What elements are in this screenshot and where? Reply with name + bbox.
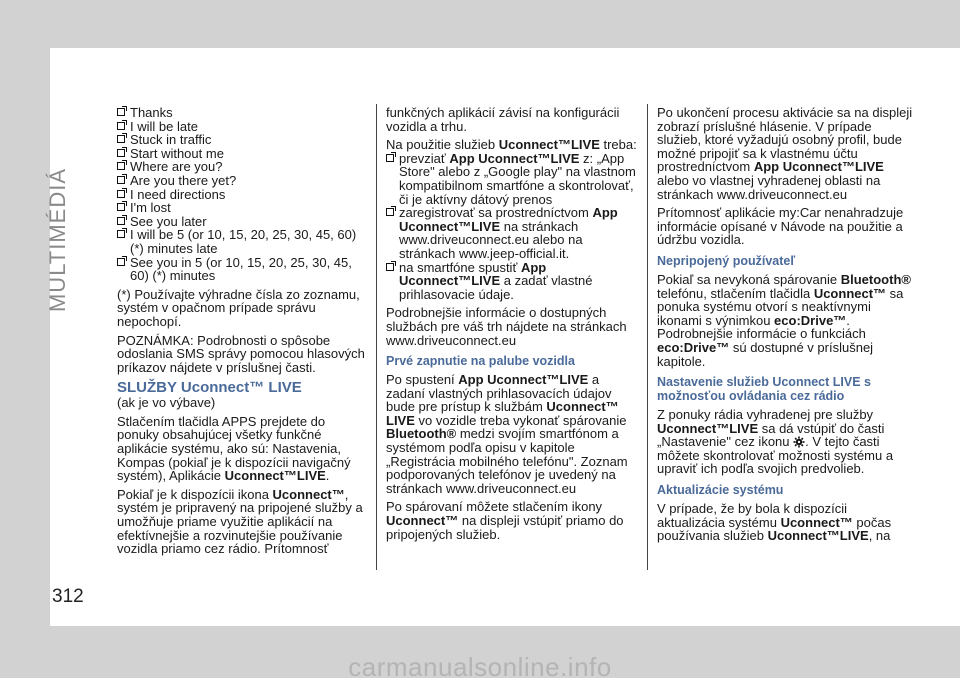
paragraph: Po spustení App Uconnect™LIVE a zadaní vlastných prihlasovacích údajov bude pre prístup k službám Uconnect™ LIVE vo vozidle treba vykonať spárovanie Bluetooth® medzi svojím smartfónom a systémom podľa opisu v kapitole „Registrácia mobilného telefónu". Zoznam podporovaných telefónov je uvedený na stránkach www.driveuconnect.eu [386,372,628,496]
watermark: carmanualsonline.info [348,652,612,682]
checkbox-bullet-icon [117,135,125,143]
paragraph: Z ponuky rádia vyhradenej pre služby Uconnect™LIVE sa dá vstúpiť do časti „Nastavenie" cez ikonu . V tejto časti môžete skontrolovať možnosti systému a upraviť ich podľa svojich predvolieb. [657,407,894,477]
paragraph: POZNÁMKA: Podrobnosti o spôsobe odoslania SMS správy pomocou hlasových príkazov nájdete v príslušnej časti. [117,332,365,375]
checkbox-bullet-icon [386,154,394,162]
checkbox-bullet-icon [117,203,125,211]
checkbox-bullet-icon [117,230,125,238]
list-item: I'm lost [117,201,367,215]
checkbox-bullet-icon [117,217,125,225]
paragraph: Pokiaľ je k dispozícii ikona Uconnect™, systém je pripravený na pripojené služby a umožňuje priame využitie aplikácií na efektívnejšie a rozvinutejšie používanie vozidla priamo cez rádio. Prítomnosť [117,486,363,557]
top-band [0,0,960,48]
list-item: I will be 5 (or 10, 15, 20, 25, 30, 45, 60) (*) minutes late [117,228,367,255]
section-heading: Nepripojený používateľ [657,253,796,268]
paragraph: Podrobnejšie informácie o dostupných službách pre váš trh nájdete na stránkach www.driveuconnect.eu [386,305,627,348]
section-heading: Prvé zapnutie na palube vozidla [386,354,575,369]
checkbox-bullet-icon [117,149,125,157]
paragraph: Po spárovaní môžete stlačením ikony Uconnect™ na displeji vstúpiť priamo do pripojených služieb. [386,499,624,542]
paragraph: Po ukončení procesu aktivácie sa na displeji zobrazí príslušné hlásenie. V prípade služieb, ktoré vyžadujú osobný profil, bude možné pripojiť sa k vlastnému účtu prostredníctvom App Uconnect™LIVE alebo vo vlastnej vyhradenej oblasti na stránkach www.driveuconnect.eu [657,105,913,202]
column-divider [647,104,648,570]
checkbox-bullet-icon [117,162,125,170]
list-item: Thanks [117,106,367,120]
column-divider [376,104,377,570]
checkbox-bullet-icon [117,190,125,198]
sms-message-list [117,106,367,283]
checkbox-bullet-icon [117,122,125,130]
column-2 [386,106,638,546]
paragraph: (ak je vo výbave) [117,395,216,411]
list-item: Are you there yet? [117,174,367,188]
list-item: Stuck in traffic [117,133,367,147]
list-item: I need directions [117,188,367,202]
paragraph: Pokiaľ sa nevykoná spárovanie Bluetooth® telefónu, stlačením tlačidla Uconnect™ sa ponuka systému otvorí s neaktívnymi ikonami s výnimkou eco:Drive™. Podrobnejšie informácie o funkciách eco:Drive™ sú dostupné v príslušnej kapitole. [657,271,911,369]
settings-gear-icon [793,436,805,448]
section-heading: SLUŽBY Uconnect™ LIVE [117,379,302,397]
list-item: See you later [117,215,367,229]
paragraph: Na použitie služieb Uconnect™LIVE treba: [386,137,637,153]
checkbox-bullet-icon [117,258,125,266]
list-item: prevziať App Uconnect™LIVE z: „App Store" alebo z „Google play" na vlastnom kompatibilnom smartfóne a skontrolovať, či je aktívny dátový prenos [386,152,638,206]
checkbox-bullet-icon [386,208,394,216]
checkbox-bullet-icon [117,176,125,184]
chapter-strip [0,48,50,626]
paragraph: Stlačením tlačidla APPS prejdete do ponuky obsahujúcej všetky funkčné aplikácie systému, ako sú: Nastavenia, Kompas (pokiaľ je k dispozícii navigačný systém), Aplikácie Uconnect™LIVE. [117,413,351,484]
list-item: Where are you? [117,160,367,174]
paragraph: Prítomnosť aplikácie my:Car nenahradzuje informácie opísané v Návode na použitie a údržbu vozidla. [657,205,904,248]
list-item: zaregistrovať sa prostredníctvom App Uconnect™LIVE na stránkach www.driveuconnect.eu alebo na stránkach www.jeep-official.it. [386,206,638,260]
paragraph: (*) Používajte výhradne čísla zo zoznamu, systém v opačnom prípade správu nepochopí. [117,286,360,329]
chapter-title: MULTIMÉDIÁ [45,167,70,313]
section-heading: Aktualizácie systému [657,483,784,498]
paragraph: V prípade, že by bola k dispozícii aktualizácia systému Uconnect™ počas používania služieb Uconnect™LIVE, na [657,501,892,544]
checkbox-bullet-icon [117,108,125,116]
list-item: na smartfóne spustiť App Uconnect™LIVE a zadať vlastné prihlasovacie údaje. [386,261,638,302]
section-heading: Nastavenie služieb Uconnect LIVE s možnosťou ovládania cez rádio [657,375,871,404]
page-number: 312 [52,586,84,607]
checkbox-bullet-icon [386,263,394,271]
column-1 [117,106,367,561]
column-3 [657,106,913,548]
list-item: See you in 5 (or 10, 15, 20, 25, 30, 45, 60) (*) minutes [117,256,367,283]
paragraph: funkčných aplikácií závisí na konfigurácii vozidla a trhu. [386,105,620,134]
list-item: I will be late [117,120,367,134]
list-item: Start without me [117,147,367,161]
